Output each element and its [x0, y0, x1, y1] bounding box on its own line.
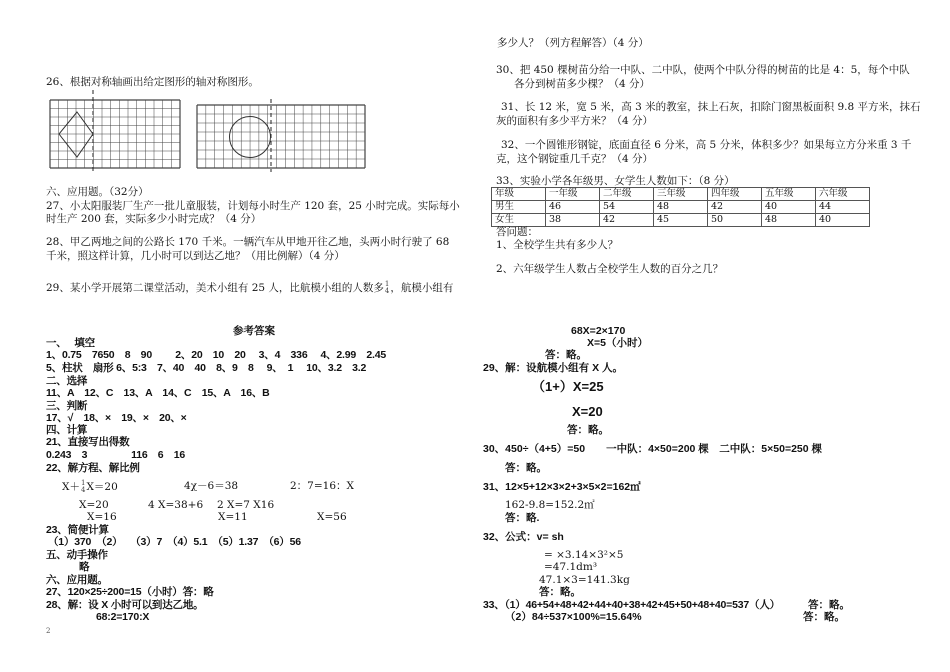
question-27-line1: 27、小太阳服装厂生产一批儿童服装，计划每小时生产 120 套，25 小时完成。实际每小 — [46, 200, 460, 212]
answer-line: 11、A 12、C 13、A 14、C 15、A 16、B — [46, 387, 270, 399]
answer-line: 五、动手操作 — [46, 549, 108, 561]
table-cell: 42 — [708, 201, 762, 214]
question-28-line1: 28、甲乙两地之间的公路长 170 千米。一辆汽车从甲地开往乙地，头两小时行驶了 68 — [46, 236, 450, 248]
table-cell: 女生 — [492, 214, 546, 227]
fraction — [81, 480, 85, 494]
answer-30-step: 答：略。 — [505, 462, 547, 474]
grid-circle — [197, 105, 365, 168]
table-cell: 40 — [762, 201, 816, 214]
table-cell: 一年级 — [546, 188, 600, 201]
equation-2: 4χ－6＝38 — [184, 480, 239, 492]
table-cell: 六年级 — [816, 188, 870, 201]
page-number: 2 — [46, 627, 51, 635]
table-cell: 46 — [546, 201, 600, 214]
table-cell: 42 — [600, 214, 654, 227]
fraction — [385, 281, 389, 295]
table-cell: 五年级 — [762, 188, 816, 201]
table-cell: 40 — [816, 214, 870, 227]
question-33: 33、实验小学各年级男、女学生人数如下：（8 分） — [496, 175, 735, 187]
answer-28-step: 68X=2×170 — [571, 325, 626, 337]
question-29-line2: 多少人？（列方程解答）（4 分） — [497, 37, 649, 49]
answer-line: 0.243 3 116 6 16 — [46, 449, 185, 461]
question-29-text-end: ，航模小组有 — [390, 282, 454, 294]
answer-29-step: （1+）X=25 — [532, 379, 604, 394]
answer-line: 略 — [79, 561, 90, 573]
table-cell: 三年级 — [654, 188, 708, 201]
answer-line: 1、0.75 7650 8 90 2、20 10 20 3、4 336 4、2.99 2.45 — [46, 349, 386, 361]
answer-line: （1）370 （2） （3）7 （4）5.1 （5）1.37 （6）56 — [48, 536, 301, 548]
equation-text: X＋ — [62, 481, 80, 493]
answer-line: 四、计算 — [46, 424, 88, 436]
equation-result: X=11 — [218, 511, 248, 523]
table-row — [492, 201, 870, 214]
answer-29-step: 答：略。 — [567, 424, 609, 436]
question-32-line2: 克，这个钢锭重几千克？（4 分） — [496, 153, 654, 165]
table-cell: 38 — [546, 214, 600, 227]
fraction-denominator: 4 — [384, 287, 390, 295]
answer-line: 六、应用题。 — [46, 574, 108, 586]
question-33-part1: 1、全校学生共有多少人？ — [496, 239, 619, 251]
question-27-line2: 时生产 200 套，实际多少小时完成？（4 分） — [46, 213, 262, 225]
answer-line: 5、柱状 扇形 6、5:3 7、40 40 8、9 8 9、 1 10、3.2 3.2 — [46, 362, 367, 374]
question-31-line1: 31、长 12 米，宽 5 米，高 3 米的教室，抹上石灰，扣除门窗黑板面积 9.8 平方米，抹石 — [501, 101, 921, 113]
table-cell: 二年级 — [600, 188, 654, 201]
answer-33-part2-note: 答：略。 — [803, 611, 845, 623]
answer-33-part1-note: 答：略。 — [808, 599, 850, 611]
table-cell: 男生 — [492, 201, 546, 214]
fraction-numerator: 1 — [80, 479, 86, 487]
answer-line: 28、解：设 X 小时可以到达乙地。 — [46, 599, 204, 611]
equation-result: X=56 — [317, 511, 347, 523]
answer-32: 32、公式：v= sh — [483, 531, 564, 543]
equation-result: X=16 — [87, 511, 117, 523]
question-30-line1: 30、把 450 棵树苗分给一中队、二中队，使两个中队分得的树苗的比是 4：5，每个中队 — [496, 64, 910, 76]
answer-32-step: = ×3.14×3²×5 — [544, 549, 624, 561]
question-30-line2: 各分到树苗多少棵？（4 分） — [514, 78, 651, 90]
answer-31-step: 162-9.8=152.2㎡ — [505, 499, 595, 511]
fraction-denominator: 4 — [80, 486, 86, 494]
answer-33-part1: 33、（1）46+54+48+42+44+40+38+42+45+50+48+40=537（人） — [483, 599, 780, 611]
question-29-text: 29、某小学开展第二课堂活动，美术小组有 25 人，比航模小组的人数多 — [46, 282, 384, 294]
equation-step: X=20 — [79, 499, 109, 511]
table-header-row — [492, 188, 870, 201]
answer-line: 27、120×25÷200=15（小时）答：略 — [46, 586, 214, 598]
question-31-line2: 灰的面积有多少平方米？（4 分） — [496, 115, 654, 127]
table-cell: 年级 — [492, 188, 546, 201]
question-33-part2: 2、六年级学生人数占全校学生人数的百分之几？ — [496, 263, 724, 275]
answer-line: 一、 填空 — [46, 337, 95, 349]
answer-32-step: =47.1dm³ — [544, 561, 598, 573]
answer-28-step: 答：略。 — [545, 349, 587, 361]
answer-28-step: X=5（小时） — [587, 337, 648, 349]
table-cell: 54 — [600, 201, 654, 214]
table-cell: 四年级 — [708, 188, 762, 201]
grid-diamond — [50, 100, 180, 168]
table-cell: 48 — [762, 214, 816, 227]
answer-line: 23、简便计算 — [46, 524, 109, 536]
fraction-numerator: 1 — [384, 280, 390, 288]
question-26: 26、根据对称轴画出给定图形的轴对称图形。 — [46, 76, 259, 88]
answer-line: 二、选择 — [46, 375, 88, 387]
equation-3: 2：7=16：X — [290, 480, 354, 492]
section-6-heading: 六、应用题。（32分） — [46, 186, 149, 198]
answer-30: 30、450÷（4+5）=50 一中队：4×50=200 棵 二中队：5×50=250 棵 — [483, 443, 823, 455]
question-33-prompt: 答问题： — [496, 226, 538, 238]
table-cell: 48 — [654, 201, 708, 214]
question-32-line1: 32、一个圆锥形钢锭，底面直径 6 分米，高 5 分米，体积多少？如果每立方分米重 3 千 — [501, 139, 912, 151]
answer-line: 68:2=170:X — [96, 611, 150, 623]
equation-text: X＝20 — [86, 481, 118, 493]
answer-29-step: X=20 — [572, 404, 603, 419]
answer-line: 21、直接写出得数 — [46, 436, 130, 448]
answers-title: 参考答案 — [233, 325, 275, 337]
answer-31-step: 答：略. — [505, 512, 540, 524]
equation-step: 2 X=7 X16 — [217, 499, 275, 511]
question-29-line1 — [46, 281, 453, 295]
answer-32-step: 47.1×3=141.3kg — [539, 574, 630, 586]
equation-1 — [62, 480, 118, 494]
answer-29: 29、解：设航模小组有 X 人。 — [483, 362, 624, 374]
equation-step: 4 X=38+6 — [148, 499, 204, 511]
table-cell: 45 — [654, 214, 708, 227]
answer-32-step: 答：略。 — [539, 586, 581, 598]
answer-line: 三、判断 — [46, 400, 88, 412]
table-cell: 44 — [816, 201, 870, 214]
question-28-line2: 千米，照这样计算，几小时可以到达乙地？（用比例解）（4 分） — [46, 250, 345, 262]
answer-line: 17、√ 18、× 19、× 20、× — [46, 412, 187, 424]
answer-31: 31、12×5+12×3×2+3×5×2=162㎡ — [483, 481, 641, 493]
table-cell: 50 — [708, 214, 762, 227]
table-row — [492, 214, 870, 227]
answer-33-part2: （2）84÷537×100%=15.64% — [505, 611, 642, 623]
student-count-table — [491, 187, 870, 227]
answer-line: 22、解方程、解比例 — [46, 462, 140, 474]
